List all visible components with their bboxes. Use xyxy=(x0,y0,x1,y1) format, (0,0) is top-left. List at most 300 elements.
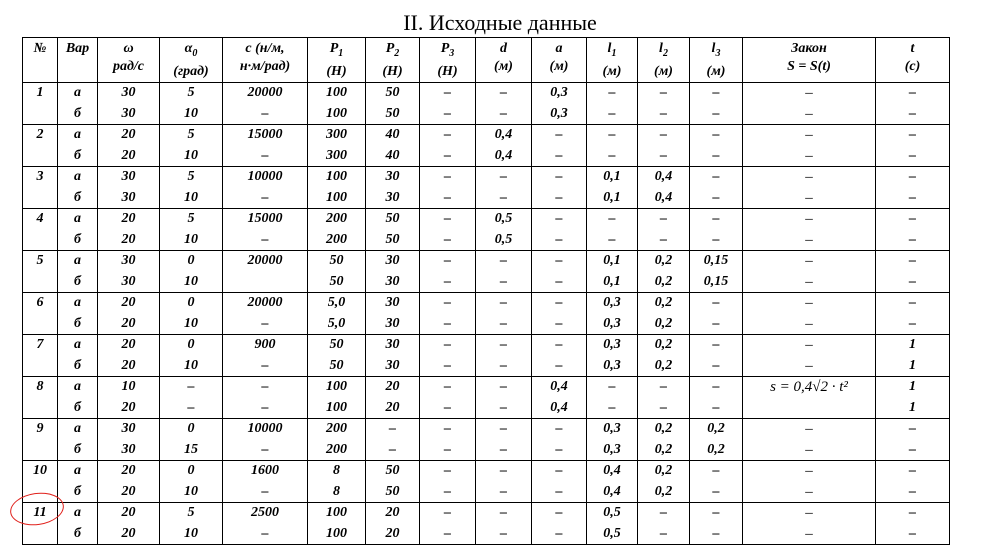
table-cell: – xyxy=(743,419,876,440)
table-cell: – xyxy=(420,419,476,440)
table-cell: – xyxy=(876,440,950,461)
table-row xyxy=(23,104,950,125)
table-cell: 30 xyxy=(366,188,420,209)
table-cell: 0,4 xyxy=(638,167,690,188)
table-cell: – xyxy=(876,314,950,335)
table-cell: 50 xyxy=(366,461,420,482)
table-cell: – xyxy=(690,335,743,356)
table-cell: б xyxy=(58,398,98,419)
table-cell: – xyxy=(476,398,532,419)
table-cell: 0,3 xyxy=(587,356,638,377)
table-row xyxy=(23,419,950,440)
column-header xyxy=(58,38,98,83)
table-row xyxy=(23,398,950,419)
table-row xyxy=(23,167,950,188)
table-cell: 1600 xyxy=(223,461,308,482)
column-unit: (с) xyxy=(904,59,921,74)
table-cell: – xyxy=(876,272,950,293)
table-cell: – xyxy=(476,104,532,125)
table-cell: – xyxy=(532,419,587,440)
table-cell: 5,0 xyxy=(308,314,366,335)
table-cell: 5 xyxy=(160,209,223,230)
table-cell: – xyxy=(532,482,587,503)
table-cell: 0,5 xyxy=(476,209,532,230)
table-cell: – xyxy=(476,482,532,503)
table-cell: 20000 xyxy=(223,293,308,314)
table-cell: – xyxy=(690,503,743,524)
table-cell: – xyxy=(587,83,638,104)
table-cell: – xyxy=(476,419,532,440)
table-cell: – xyxy=(476,524,532,545)
table-cell: – xyxy=(743,503,876,524)
table-cell: – xyxy=(743,188,876,209)
table-cell: 30 xyxy=(366,314,420,335)
table-cell: 0,1 xyxy=(587,167,638,188)
table-cell: – xyxy=(638,83,690,104)
table-cell: – xyxy=(638,104,690,125)
column-symbol: α xyxy=(184,41,193,56)
table-row xyxy=(23,440,950,461)
table-cell: б xyxy=(58,272,98,293)
table-cell: – xyxy=(532,188,587,209)
table-cell: – xyxy=(690,125,743,146)
table-cell: – xyxy=(638,503,690,524)
table-cell: – xyxy=(587,398,638,419)
table-cell: 50 xyxy=(308,335,366,356)
table-row xyxy=(23,503,950,524)
table-cell: – xyxy=(876,104,950,125)
table-cell: – xyxy=(476,293,532,314)
table-cell: – xyxy=(420,398,476,419)
table-cell: 5 xyxy=(160,83,223,104)
table-cell: 8 xyxy=(308,482,366,503)
table-cell: – xyxy=(420,209,476,230)
table-cell: 30 xyxy=(98,83,160,104)
table-cell: 50 xyxy=(366,230,420,251)
table-cell: – xyxy=(743,314,876,335)
table-cell: – xyxy=(420,146,476,167)
table-cell: 0,1 xyxy=(587,272,638,293)
column-unit: S = S(t) xyxy=(787,59,831,74)
table-cell: – xyxy=(690,314,743,335)
table-row xyxy=(23,188,950,209)
column-unit: (Н) xyxy=(437,63,458,79)
column-header xyxy=(98,38,160,83)
table-cell: – xyxy=(420,503,476,524)
table-row xyxy=(23,209,950,230)
variant-number: 2 xyxy=(23,125,58,146)
table-cell: 0,4 xyxy=(638,188,690,209)
table-cell: – xyxy=(223,524,308,545)
table-cell: – xyxy=(420,188,476,209)
column-unit: рад/с xyxy=(112,59,145,74)
table-cell: – xyxy=(223,146,308,167)
table-cell: б xyxy=(58,524,98,545)
table-cell: 10 xyxy=(160,272,223,293)
variant-number-empty xyxy=(23,188,58,209)
table-cell: – xyxy=(638,398,690,419)
header-row xyxy=(23,38,950,83)
column-unit: (Н) xyxy=(326,63,347,79)
table-cell: – xyxy=(476,356,532,377)
table-cell: 30 xyxy=(366,251,420,272)
column-subscript: 3 xyxy=(449,47,455,59)
table-cell: – xyxy=(420,83,476,104)
table-cell: а xyxy=(58,125,98,146)
table-cell: а xyxy=(58,461,98,482)
column-symbol: l xyxy=(711,41,716,56)
column-header xyxy=(587,38,638,83)
variant-number: 5 xyxy=(23,251,58,272)
table-cell: 30 xyxy=(98,419,160,440)
table-cell: 30 xyxy=(98,251,160,272)
table-cell: – xyxy=(587,146,638,167)
table-cell: – xyxy=(532,524,587,545)
table-cell: – xyxy=(638,230,690,251)
column-symbol: Закон xyxy=(791,41,827,56)
table-cell: – xyxy=(638,524,690,545)
table-cell: а xyxy=(58,419,98,440)
table-cell: 8 xyxy=(308,461,366,482)
column-unit: (м) xyxy=(654,63,673,79)
column-header xyxy=(23,38,58,83)
table-cell: б xyxy=(58,482,98,503)
table-cell: – xyxy=(476,83,532,104)
table-row xyxy=(23,335,950,356)
table-cell: – xyxy=(532,314,587,335)
table-cell: – xyxy=(743,230,876,251)
table-cell: – xyxy=(532,251,587,272)
column-header xyxy=(223,38,308,83)
variant-number: 3 xyxy=(23,167,58,188)
table-cell: а xyxy=(58,377,98,398)
table-cell: – xyxy=(223,230,308,251)
table-row xyxy=(23,146,950,167)
table-cell: – xyxy=(532,503,587,524)
table-cell: – xyxy=(743,167,876,188)
variant-number-empty xyxy=(23,314,58,335)
table-cell: 0,3 xyxy=(587,293,638,314)
column-symbol: t xyxy=(910,41,915,56)
table-cell: – xyxy=(743,356,876,377)
table-cell: 20 xyxy=(98,398,160,419)
column-unit: н·м/рад) xyxy=(239,59,291,74)
table-cell: – xyxy=(223,398,308,419)
column-header xyxy=(638,38,690,83)
table-cell: – xyxy=(532,356,587,377)
table-cell: 30 xyxy=(98,167,160,188)
table-cell: 20 xyxy=(98,125,160,146)
table-cell: 0,2 xyxy=(638,293,690,314)
table-cell: 0,1 xyxy=(587,251,638,272)
table-cell: 15000 xyxy=(223,209,308,230)
table-cell: – xyxy=(532,230,587,251)
table-cell: 0,3 xyxy=(587,419,638,440)
table-cell: – xyxy=(366,440,420,461)
table-cell: 300 xyxy=(308,146,366,167)
table-cell: – xyxy=(690,104,743,125)
table-cell: – xyxy=(743,293,876,314)
table-cell: – xyxy=(420,167,476,188)
table-cell: 50 xyxy=(366,104,420,125)
table-cell: б xyxy=(58,146,98,167)
table-cell: 0,2 xyxy=(638,482,690,503)
table-cell: – xyxy=(690,188,743,209)
table-cell: – xyxy=(420,314,476,335)
table-cell: – xyxy=(223,314,308,335)
table-cell: 20 xyxy=(366,503,420,524)
table-cell: – xyxy=(476,440,532,461)
table-cell: 0,4 xyxy=(532,377,587,398)
column-symbol: № xyxy=(33,41,47,56)
table-cell: – xyxy=(420,272,476,293)
table-cell: 0 xyxy=(160,293,223,314)
column-symbol: l xyxy=(659,41,663,56)
table-cell: 30 xyxy=(98,272,160,293)
table-cell: 0,2 xyxy=(638,356,690,377)
variant-number-empty xyxy=(23,440,58,461)
table-cell: – xyxy=(876,251,950,272)
table-cell: 100 xyxy=(308,377,366,398)
table-cell: – xyxy=(876,188,950,209)
table-cell: 50 xyxy=(308,272,366,293)
table-cell xyxy=(743,398,876,419)
table-cell: – xyxy=(638,125,690,146)
table-cell: 0,3 xyxy=(587,335,638,356)
table-cell: 1 xyxy=(876,398,950,419)
table-cell: 1 xyxy=(876,335,950,356)
table-cell: 300 xyxy=(308,125,366,146)
table-cell: а xyxy=(58,251,98,272)
table-cell: 0,2 xyxy=(638,440,690,461)
table-cell: – xyxy=(690,146,743,167)
table-cell: 100 xyxy=(308,398,366,419)
table-cell: 50 xyxy=(366,83,420,104)
table-cell: 5 xyxy=(160,125,223,146)
table-cell: – xyxy=(587,230,638,251)
table-cell: – xyxy=(743,83,876,104)
column-subscript: 1 xyxy=(611,47,617,59)
table-cell: 0 xyxy=(160,251,223,272)
table-cell: 10 xyxy=(160,104,223,125)
variant-number-empty xyxy=(23,524,58,545)
table-row xyxy=(23,377,950,398)
table-cell: 200 xyxy=(308,419,366,440)
variant-number: 7 xyxy=(23,335,58,356)
column-subscript: 1 xyxy=(338,47,344,59)
variant-number: 9 xyxy=(23,419,58,440)
table-cell: – xyxy=(638,209,690,230)
source-data-table xyxy=(22,37,950,545)
table-cell: – xyxy=(690,356,743,377)
table-cell: 30 xyxy=(366,272,420,293)
column-header xyxy=(308,38,366,83)
table-cell: 5 xyxy=(160,167,223,188)
table-cell: 0,1 xyxy=(587,188,638,209)
table-cell: – xyxy=(476,335,532,356)
table-cell: б xyxy=(58,314,98,335)
variant-number-empty xyxy=(23,398,58,419)
table-cell: 10 xyxy=(160,146,223,167)
table-cell: – xyxy=(876,167,950,188)
variant-number-empty xyxy=(23,356,58,377)
table-cell: 200 xyxy=(308,209,366,230)
table-cell: 10000 xyxy=(223,419,308,440)
table-row xyxy=(23,482,950,503)
table-row xyxy=(23,293,950,314)
table-cell: – xyxy=(638,146,690,167)
column-symbol: P xyxy=(385,41,395,56)
table-cell: 50 xyxy=(366,482,420,503)
table-cell: 0,4 xyxy=(587,461,638,482)
table-cell: – xyxy=(223,440,308,461)
table-cell: 0,2 xyxy=(638,272,690,293)
table-cell: – xyxy=(532,146,587,167)
column-header xyxy=(366,38,420,83)
table-cell: 0,2 xyxy=(638,419,690,440)
table-cell: 2500 xyxy=(223,503,308,524)
table-cell: 20 xyxy=(98,230,160,251)
table-cell: 0,15 xyxy=(690,272,743,293)
column-subscript: 0 xyxy=(192,47,198,59)
table-cell: – xyxy=(690,482,743,503)
table-cell: б xyxy=(58,188,98,209)
table-cell: – xyxy=(587,125,638,146)
table-cell: а xyxy=(58,167,98,188)
table-cell: 30 xyxy=(366,356,420,377)
table-cell: 1 xyxy=(876,356,950,377)
table-cell: – xyxy=(876,524,950,545)
table-cell: – xyxy=(743,146,876,167)
table-cell: 0,4 xyxy=(476,146,532,167)
table-cell: 50 xyxy=(308,356,366,377)
table-cell: 10 xyxy=(160,482,223,503)
table-cell: – xyxy=(532,440,587,461)
table-cell: – xyxy=(420,524,476,545)
table-cell: 30 xyxy=(98,188,160,209)
table-cell: а xyxy=(58,209,98,230)
column-header xyxy=(876,38,950,83)
table-cell: а xyxy=(58,335,98,356)
column-header xyxy=(532,38,587,83)
table-cell: 10 xyxy=(160,188,223,209)
column-unit: (град) xyxy=(173,63,209,79)
table-cell: – xyxy=(690,377,743,398)
table-cell: 20 xyxy=(98,524,160,545)
table-cell: s = 0,4√2 · t² xyxy=(743,377,876,398)
table-cell xyxy=(223,272,308,293)
table-cell: 0,3 xyxy=(532,83,587,104)
table-cell: 0,4 xyxy=(532,398,587,419)
table-cell: 10 xyxy=(98,377,160,398)
table-cell: – xyxy=(420,251,476,272)
table-cell: 0,4 xyxy=(587,482,638,503)
table-cell: – xyxy=(420,335,476,356)
table-cell: 200 xyxy=(308,230,366,251)
table-cell: а xyxy=(58,293,98,314)
table-cell: 0,2 xyxy=(638,314,690,335)
column-symbol: a xyxy=(555,41,563,56)
table-cell: – xyxy=(743,440,876,461)
table-cell: – xyxy=(160,398,223,419)
table-cell: 0 xyxy=(160,335,223,356)
table-cell: 0,5 xyxy=(587,524,638,545)
table-cell: 30 xyxy=(98,440,160,461)
table-cell: – xyxy=(876,419,950,440)
table-cell: – xyxy=(876,146,950,167)
table-cell: 30 xyxy=(98,104,160,125)
variant-number: 1 xyxy=(23,83,58,104)
column-symbol: с (н/м, xyxy=(245,41,285,56)
table-cell: – xyxy=(587,377,638,398)
table-cell: – xyxy=(876,293,950,314)
table-cell: 20 xyxy=(98,335,160,356)
table-cell: 50 xyxy=(308,251,366,272)
table-cell: 0,3 xyxy=(587,440,638,461)
table-cell: – xyxy=(532,209,587,230)
column-unit: (м) xyxy=(494,59,513,74)
table-cell: – xyxy=(420,356,476,377)
variant-number: 6 xyxy=(23,293,58,314)
table-cell: 0,2 xyxy=(690,440,743,461)
table-cell: 20 xyxy=(98,293,160,314)
table-row xyxy=(23,251,950,272)
table-cell: 0,5 xyxy=(476,230,532,251)
table-cell: – xyxy=(532,125,587,146)
table-cell: – xyxy=(476,461,532,482)
table-cell: – xyxy=(743,104,876,125)
table-cell: 0 xyxy=(160,419,223,440)
table-cell: 0,3 xyxy=(532,104,587,125)
table-cell: 40 xyxy=(366,146,420,167)
table-cell: – xyxy=(420,440,476,461)
table-row xyxy=(23,356,950,377)
table-cell: 1 xyxy=(876,377,950,398)
table-cell: – xyxy=(743,251,876,272)
table-cell: 0,15 xyxy=(690,251,743,272)
table-cell: – xyxy=(876,230,950,251)
variant-number-empty xyxy=(23,272,58,293)
table-cell: – xyxy=(420,377,476,398)
table-cell: 20 xyxy=(98,314,160,335)
table-cell: 100 xyxy=(308,503,366,524)
table-cell: – xyxy=(420,125,476,146)
column-symbol: ω xyxy=(123,41,134,56)
table-row xyxy=(23,83,950,104)
variant-number: 10 xyxy=(23,461,58,482)
table-cell: 50 xyxy=(366,209,420,230)
table-cell: 10 xyxy=(160,230,223,251)
table-cell: – xyxy=(223,104,308,125)
variant-number-empty xyxy=(23,146,58,167)
table-cell: – xyxy=(690,293,743,314)
column-header xyxy=(743,38,876,83)
table-cell: – xyxy=(223,356,308,377)
table-cell: 0,2 xyxy=(638,335,690,356)
column-symbol: P xyxy=(329,41,339,56)
table-cell: – xyxy=(876,209,950,230)
table-cell: 10000 xyxy=(223,167,308,188)
column-header xyxy=(420,38,476,83)
table-cell: – xyxy=(532,167,587,188)
table-cell: 0,4 xyxy=(476,125,532,146)
table-cell: 30 xyxy=(366,293,420,314)
table-cell: 100 xyxy=(308,83,366,104)
table-cell: – xyxy=(876,461,950,482)
table-cell: – xyxy=(420,482,476,503)
table-cell: – xyxy=(476,251,532,272)
table-cell: – xyxy=(876,482,950,503)
